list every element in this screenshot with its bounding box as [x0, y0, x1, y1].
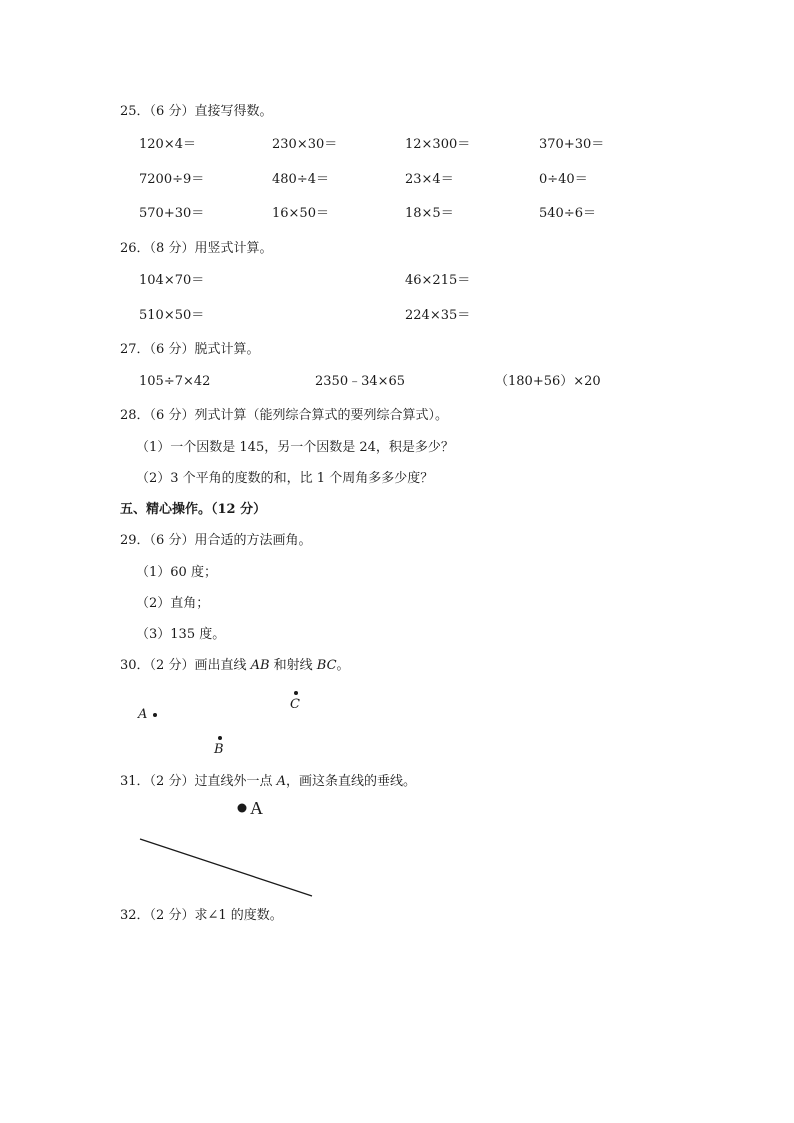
q30-title-mid: 和射线	[269, 658, 317, 673]
q30-label-c: C	[290, 697, 300, 712]
q30-point-a-dot	[153, 713, 157, 717]
q25-r3c2: 16×50＝	[272, 206, 329, 221]
q29-item-2: （2）直角；	[136, 596, 210, 611]
section-5-heading: 五、精心操作。（12 分）	[120, 502, 267, 517]
q27-title: 27．（6 分）脱式计算。	[120, 342, 260, 357]
q25-title: 25．（6 分）直接写得数。	[120, 104, 273, 119]
q26-item-4: 224×35＝	[405, 308, 471, 323]
q25-r1c1: 120×4＝	[139, 137, 196, 152]
q27-item-3: （180+56）×20	[495, 374, 601, 389]
q31-title-prefix: 31．（2 分）过直线外一点	[120, 774, 277, 789]
q26-item-3: 510×50＝	[139, 308, 205, 323]
q30-label-b: B	[214, 742, 224, 757]
q31-point-label: A	[250, 798, 263, 818]
q30-label-a: A	[138, 707, 148, 722]
q30-title-end: 。	[336, 658, 350, 673]
q32-title: 32．（2 分）求∠1 的度数。	[120, 908, 283, 923]
q28-title: 28．（6 分）列式计算（能列综合算式的要列综合算式）。	[120, 408, 448, 423]
q30-title-prefix: 30．（2 分）画出直线	[120, 658, 251, 673]
q31-given-line	[140, 839, 312, 896]
q26-title: 26．（8 分）用竖式计算。	[120, 241, 273, 256]
q29-title: 29．（6 分）用合适的方法画角。	[120, 533, 312, 548]
q31-point-a: A	[276, 774, 286, 789]
q30-point-b-dot	[218, 736, 222, 740]
q25-r1c2: 230×30＝	[272, 137, 338, 152]
q25-r1c3: 12×300＝	[405, 137, 471, 152]
q25-r2c3: 23×4＝	[405, 172, 454, 187]
q25-r2c2: 480÷4＝	[272, 172, 329, 187]
q25-r1c4: 370+30＝	[539, 137, 605, 152]
q25-r3c1: 570+30＝	[139, 206, 205, 221]
q27-item-2: 2350﹣34×65	[315, 374, 406, 389]
q30-point-c-dot	[294, 691, 298, 695]
q28-item-2: （2）3 个平角的度数的和，比 1 个周角多多少度？	[136, 471, 434, 486]
q26-item-1: 104×70＝	[139, 273, 205, 288]
q25-r3c3: 18×5＝	[405, 206, 454, 221]
q30-ray-bc: BC	[316, 658, 337, 673]
q31-point-a-dot	[238, 804, 247, 813]
q26-item-2: 46×215＝	[405, 273, 471, 288]
q30-line-ab: AB	[250, 658, 270, 673]
q25-r3c4: 540÷6＝	[539, 206, 596, 221]
q31-title-end: ，画这条直线的垂线。	[285, 774, 416, 789]
q28-item-1: （1）一个因数是 145，另一个因数是 24，积是多少？	[136, 440, 454, 455]
q27-item-1: 105÷7×42	[139, 374, 211, 389]
q25-r2c4: 0÷40＝	[539, 172, 588, 187]
q25-r2c1: 7200÷9＝	[139, 172, 205, 187]
q29-item-1: （1）60 度；	[136, 565, 217, 580]
q29-item-3: （3）135 度。	[136, 627, 226, 642]
